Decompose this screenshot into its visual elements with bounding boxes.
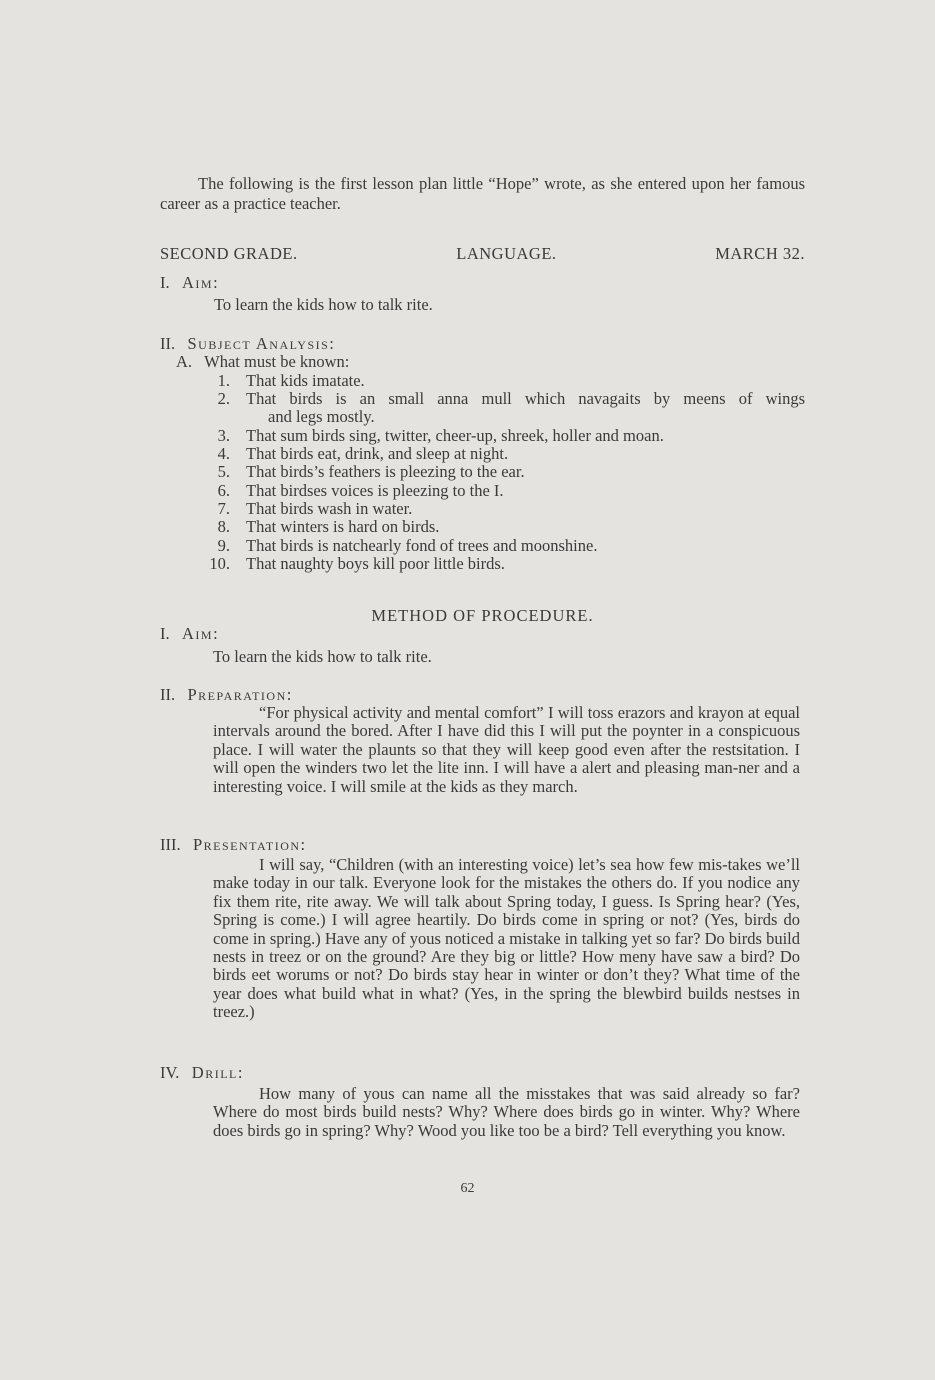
analysis-item [200, 427, 805, 445]
aim-label: Aim: [182, 273, 220, 292]
analysis-number: II. [160, 334, 176, 353]
analysis-item [200, 390, 805, 426]
preparation-label: Preparation: [187, 685, 293, 704]
analysis-label: Subject Analysis: [187, 334, 336, 353]
header-grade: SECOND GRADE. [160, 244, 298, 263]
drill-paragraph [213, 1085, 800, 1140]
analysis-item [200, 518, 805, 536]
analysis-heading [160, 335, 335, 353]
preparation-number: II. [160, 685, 176, 704]
preparation-heading [160, 686, 293, 704]
analysis-item [200, 555, 805, 573]
method-title: METHOD OF PROCEDURE. [371, 606, 594, 625]
item-number: 8. [217, 517, 230, 536]
item-number: 9. [217, 536, 230, 555]
item-number: 5. [217, 462, 230, 481]
analysis-item [200, 537, 805, 555]
item-number: 10. [209, 554, 230, 573]
header-subject: LANGUAGE. [456, 244, 557, 263]
method-aim-number: I. [160, 624, 170, 643]
method-aim-heading [160, 625, 219, 643]
drill-text: How many of yous can name all the misstakes that was said already so far? Where do most birds build nests? Why? Where does birds go in winter. Why? Where does birds go in spring? Why? Wood you like too be a bird? Tell everything you know. [213, 1084, 800, 1140]
item-text-continued: and legs mostly. [268, 407, 375, 426]
intro-text: The following is the first lesson plan little “Hope” wrote, as she entered upon her famous career as a practice teacher. [160, 174, 805, 213]
lesson-header [160, 244, 805, 264]
item-text: That birds wash in water. [246, 499, 413, 518]
header-date: MARCH 32. [715, 244, 805, 263]
analysis-item [200, 482, 805, 500]
presentation-text: I will say, “Children (with an interesting voice) let’s sea how few mis-takes we’ll make today in our talk. Everyone look for the mistakes the others do. If you nodice any fix them rite, rite away. We will talk about Spring today, I guess. Is Spring hear? (Yes, Spring is come.) I will agree heartily. Do birds come in spring or not? (Yes, birds do come in spring.) Have any of yous noticed a mistake in talking yet so far? Do birds build nests in treez or on the ground? Are they big or little? How meny have saw a bird? Do birds eet worums or not? Do birds stay hear in winter or don’t they? What time of the year does what build what in what? (Yes, in the spring the blewbird builds nestses in treez.) [213, 855, 800, 1022]
method-aim-text: To learn the kids how to talk rite. [213, 647, 432, 666]
analysis-item [200, 500, 805, 518]
presentation-number: III. [160, 835, 181, 854]
aim-number: I. [160, 273, 170, 292]
item-number: 3. [217, 426, 230, 445]
intro-paragraph [160, 174, 805, 214]
presentation-paragraph [213, 856, 800, 1022]
item-number: 7. [217, 499, 230, 518]
aim-heading [160, 274, 219, 292]
item-text: That winters is hard on birds. [246, 517, 440, 536]
item-text: That kids imatate. [246, 371, 365, 390]
preparation-text: “For physical activity and mental comfort” I will toss erazors and krayon at equal intervals around the bored. After I have did this I will put the poynter in a conspicuous place. I will water the plaunts so that they will keep good even after the restsitation. I will open the winders two let the lite inn. I will have a alert and pleasing man-ner and a interesting voice. I will smile at the kids as they march. [213, 703, 800, 796]
analysis-item [200, 445, 805, 463]
item-number: 1. [217, 371, 230, 390]
drill-label: Drill: [191, 1063, 244, 1082]
item-number: 6. [217, 481, 230, 500]
item-text: That birdses voices is pleezing to the I. [246, 481, 504, 500]
item-text: That sum birds sing, twitter, cheer-up, shreek, holler and moan. [246, 426, 664, 445]
drill-heading [160, 1064, 244, 1082]
preparation-paragraph [213, 704, 800, 796]
method-aim-label: Aim: [182, 624, 220, 643]
analysis-item [200, 372, 805, 390]
item-number: 4. [217, 444, 230, 463]
item-text: That birds is natchearly fond of trees and moonshine. [246, 536, 598, 555]
drill-number: IV. [160, 1063, 180, 1082]
item-text: That birds is an small anna mull which navagaits by meens of wings [246, 389, 805, 408]
analysis-sub-text: What must be known: [204, 352, 350, 371]
item-text: That naughty boys kill poor little birds. [246, 554, 505, 573]
item-text: That birds’s feathers is pleezing to the ear. [246, 462, 525, 481]
item-number: 2. [217, 389, 230, 408]
analysis-item [200, 463, 805, 481]
analysis-sub [176, 353, 349, 371]
presentation-label: Presentation: [192, 835, 307, 854]
aim-text: To learn the kids how to talk rite. [214, 295, 433, 314]
item-text: That birds eat, drink, and sleep at night. [246, 444, 509, 463]
analysis-sub-number: A. [176, 352, 193, 371]
page-number: 62 [460, 1181, 475, 1196]
presentation-heading [160, 836, 307, 854]
